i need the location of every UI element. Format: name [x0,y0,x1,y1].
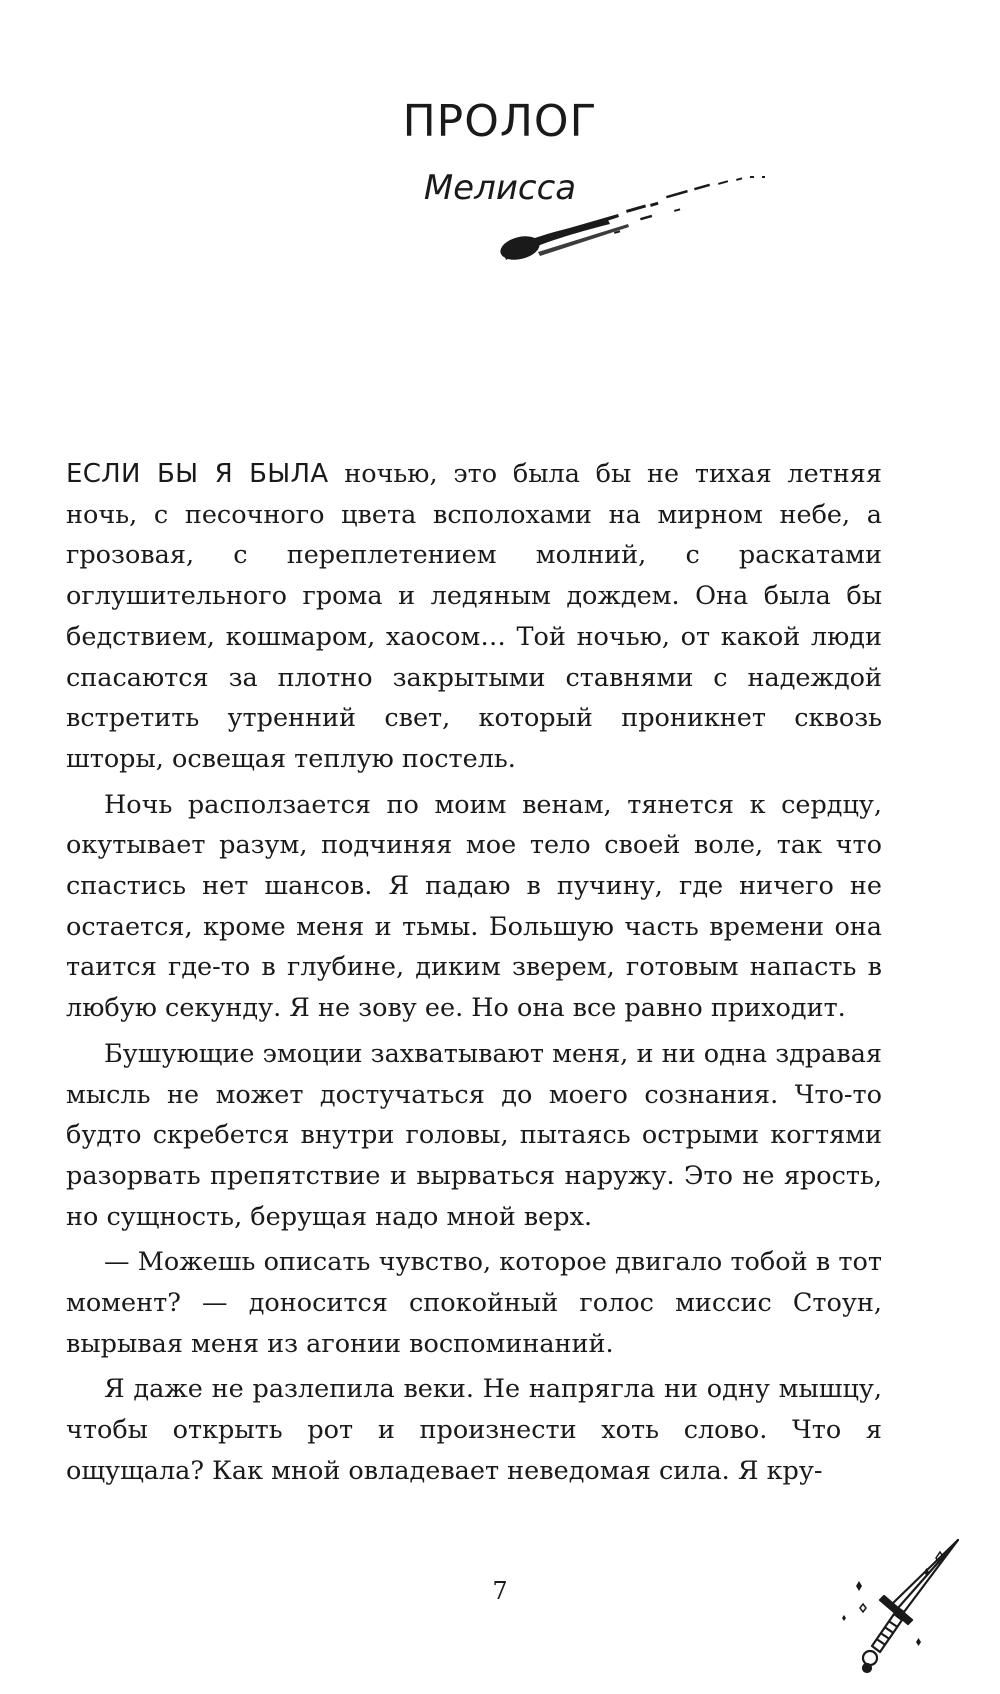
paragraph: Я даже не разлепила веки. Не напрягла ни одну мышцу, чтобы открыть рот и произнести хоть слово. Что я ощущала? Как мной овладевает неведомая сила. Я кру- [66,1374,882,1486]
comet-icon [498,176,798,286]
lead-caps: ЕСЛИ БЫ Я БЫЛА [66,459,329,489]
paragraph-text: ночью, это была бы не тихая летняя ночь, с песочного цвета всполохами на мирном небе, а грозовая, с переплетением молний, с раскатами оглушительного грома и ледяным дождем. Она была бы бедствием, кошмаром, хаосом… Той ночью, от какой люди спасаются за плотно закрытыми ставнями с надеждой встретить утренний свет, который проникнет сквозь шторы, освещая теплую постель. [66,459,882,774]
chapter-subtitle: Мелисса [423,168,577,208]
page-number: 7 [492,1577,508,1605]
paragraph: — Можешь описать чувство, которое двигало тобой в тот момент? — доносится спокойный голос миссис Стоун, вырывая меня из агонии воспоминаний. [66,1247,882,1359]
dagger-icon [834,1534,974,1684]
paragraph: Бушующие эмоции захватывают меня, и ни одна здравая мысль не может достучаться до моего сознания. Что-то будто скребется внутри головы, пытаясь острыми когтями разорвать препятствие и вырваться наружу. Это не ярость, но сущность, берущая надо мной верх. [66,1038,882,1232]
paragraph: Ночь расползается по моим венам, тянется к сердцу, окутывает разум, подчиняя мое тело своей воле, так что спастись нет шансов. Я падаю в пучину, где ничего не остается, кроме меня и тьмы. Большую часть времени она таится где-то в глубине, диким зверем, готовым напасть в любую секунду. Я не зову ее. Но она все равно приходит. [66,789,882,1024]
paragraph [66,454,882,780]
chapter-title: ПРОЛОГ [402,96,598,147]
prologue-text [66,454,882,1497]
